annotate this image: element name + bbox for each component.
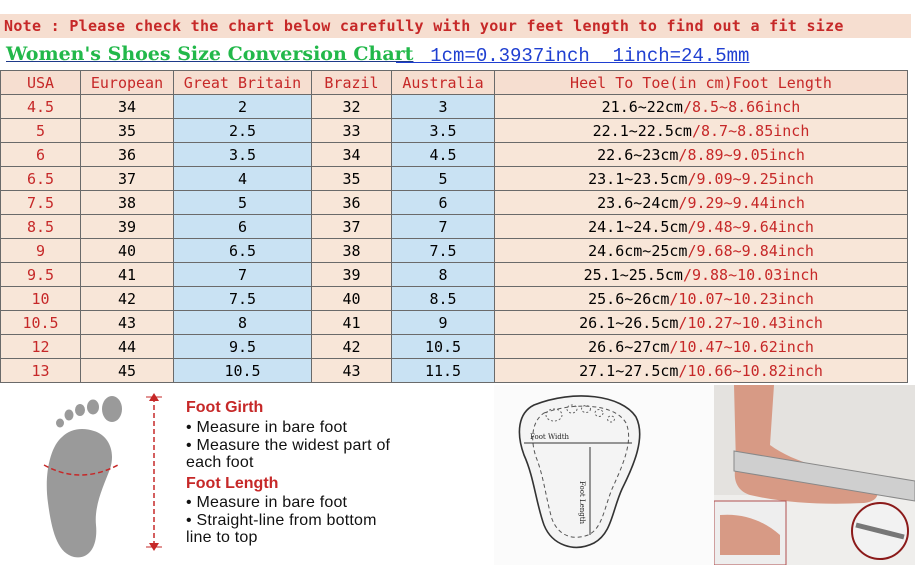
cell-usa: 10 — [1, 287, 81, 311]
foot-length-separator: / — [669, 289, 679, 308]
foot-length-cm: 22.1~22.5cm — [592, 121, 692, 140]
cell-european: 43 — [81, 311, 174, 335]
cell-australia: 7 — [392, 215, 495, 239]
girth-title: Foot Girth — [186, 399, 264, 416]
foot-length-separator: / — [687, 241, 697, 260]
cell-foot-length — [495, 95, 908, 119]
measuring-photo — [714, 385, 915, 565]
cell-usa: 12 — [1, 335, 81, 359]
fit-note: Note : Please check the chart below carefully with your feet length to find out a fit size — [0, 14, 911, 38]
foot-length-cm: 23.6~24cm — [597, 193, 679, 212]
cell-usa: 10.5 — [1, 311, 81, 335]
cell-usa: 9.5 — [1, 263, 81, 287]
girth-item-3: each foot — [186, 454, 254, 471]
table-row — [1, 143, 908, 167]
table-row — [1, 119, 908, 143]
foot-length-separator: / — [678, 145, 688, 164]
cell-australia: 3.5 — [392, 119, 495, 143]
insole-icon — [494, 385, 714, 565]
foot-length-inch: 9.09~9.25inch — [696, 169, 814, 188]
cell-foot-length — [495, 191, 908, 215]
cell-foot-length — [495, 311, 908, 335]
foot-length-separator: / — [682, 97, 692, 116]
foot-length-separator: / — [678, 313, 688, 332]
table-row — [1, 263, 908, 287]
table-row — [1, 359, 908, 383]
cell-usa: 5 — [1, 119, 81, 143]
unit-conversion: 1cm=0.3937inch 1inch=24.5mm — [396, 45, 750, 67]
cell-foot-length — [495, 143, 908, 167]
cell-usa: 13 — [1, 359, 81, 383]
table-row — [1, 311, 908, 335]
cell-australia: 10.5 — [392, 335, 495, 359]
cell-australia: 8.5 — [392, 287, 495, 311]
cell-usa: 8.5 — [1, 215, 81, 239]
foot-length-separator: / — [669, 337, 679, 356]
cell-foot-length — [495, 167, 908, 191]
cell-brazil: 41 — [312, 311, 392, 335]
cell-great-britain: 10.5 — [174, 359, 312, 383]
insole-diagram — [494, 385, 714, 565]
cell-european: 37 — [81, 167, 174, 191]
foot-length-cm: 21.6~22cm — [601, 97, 683, 116]
cell-great-britain: 6.5 — [174, 239, 312, 263]
foot-length-separator: / — [687, 169, 697, 188]
cell-usa: 6 — [1, 143, 81, 167]
girth-item-2: • Measure the widest part of — [186, 437, 391, 454]
cell-european: 44 — [81, 335, 174, 359]
table-row — [1, 335, 908, 359]
cell-great-britain: 8 — [174, 311, 312, 335]
foot-length-separator: / — [691, 121, 701, 140]
cell-brazil: 35 — [312, 167, 392, 191]
girth-item-1: • Measure in bare foot — [186, 419, 348, 436]
cell-foot-length — [495, 335, 908, 359]
cell-great-britain: 2.5 — [174, 119, 312, 143]
foot-length-inch: 9.48~9.64inch — [696, 217, 814, 236]
foot-length-inch: 8.5~8.66inch — [691, 97, 801, 116]
cell-usa: 9 — [1, 239, 81, 263]
foot-length-inch: 10.66~10.82inch — [687, 361, 823, 380]
foot-length-inch: 8.89~9.05inch — [687, 145, 805, 164]
table-row — [1, 95, 908, 119]
foot-length-label: Foot Length — [578, 481, 586, 525]
foot-length-separator: / — [682, 265, 692, 284]
foot-length-cm: 25.6~26cm — [588, 289, 670, 308]
cell-brazil: 38 — [312, 239, 392, 263]
length-item-2: • Straight-line from bottom — [186, 512, 377, 529]
table-row — [1, 287, 908, 311]
cell-foot-length — [495, 287, 908, 311]
foot-length-inch: 10.27~10.43inch — [687, 313, 823, 332]
cell-european: 39 — [81, 215, 174, 239]
length-title: Foot Length — [186, 475, 279, 492]
header-european: European — [81, 71, 174, 95]
foot-length-cm: 27.1~27.5cm — [579, 361, 679, 380]
cell-brazil: 42 — [312, 335, 392, 359]
cell-great-britain: 2 — [174, 95, 312, 119]
title-row — [0, 40, 907, 68]
cell-australia: 9 — [392, 311, 495, 335]
measurement-guide — [0, 385, 494, 565]
foot-length-separator: / — [687, 217, 697, 236]
foot-length-cm: 25.1~25.5cm — [583, 265, 683, 284]
cell-brazil: 36 — [312, 191, 392, 215]
cell-european: 36 — [81, 143, 174, 167]
cell-european: 35 — [81, 119, 174, 143]
header-australia: Australia — [392, 71, 495, 95]
cell-european: 42 — [81, 287, 174, 311]
cell-great-britain: 7.5 — [174, 287, 312, 311]
cell-australia: 5 — [392, 167, 495, 191]
cell-australia: 6 — [392, 191, 495, 215]
cell-brazil: 32 — [312, 95, 392, 119]
cell-european: 40 — [81, 239, 174, 263]
table-row — [1, 215, 908, 239]
foot-length-inch: 8.7~8.85inch — [701, 121, 810, 140]
foot-width-label: Foot Width — [530, 433, 570, 441]
cell-brazil: 37 — [312, 215, 392, 239]
foot-length-inch: 9.88~10.03inch — [691, 265, 819, 284]
header-great-britain: Great Britain — [174, 71, 312, 95]
foot-length-separator: / — [678, 193, 688, 212]
foot-diagram — [0, 385, 180, 565]
foot-length-cm: 23.1~23.5cm — [588, 169, 688, 188]
cell-brazil: 34 — [312, 143, 392, 167]
table-row — [1, 167, 908, 191]
foot-length-inch: 10.07~10.23inch — [678, 289, 814, 308]
header-usa: USA — [1, 71, 81, 95]
table-row — [1, 191, 908, 215]
cell-great-britain: 4 — [174, 167, 312, 191]
size-table — [0, 70, 908, 383]
chart-title: Women's Shoes Size Conversion Chart — [6, 43, 414, 65]
cell-brazil: 39 — [312, 263, 392, 287]
cell-great-britain: 7 — [174, 263, 312, 287]
cell-australia: 3 — [392, 95, 495, 119]
foot-icon — [47, 396, 122, 557]
foot-length-cm: 26.6~27cm — [588, 337, 670, 356]
cell-foot-length — [495, 359, 908, 383]
cell-australia: 4.5 — [392, 143, 495, 167]
foot-length-cm: 24.6cm~25cm — [588, 241, 688, 260]
foot-length-cm: 26.1~26.5cm — [579, 313, 679, 332]
cell-great-britain: 3.5 — [174, 143, 312, 167]
measuring-foot-image — [714, 385, 915, 565]
cell-usa: 4.5 — [1, 95, 81, 119]
foot-length-cm: 24.1~24.5cm — [588, 217, 688, 236]
cell-european: 38 — [81, 191, 174, 215]
cell-great-britain: 6 — [174, 215, 312, 239]
cell-foot-length — [495, 239, 908, 263]
cell-australia: 11.5 — [392, 359, 495, 383]
cell-foot-length — [495, 119, 908, 143]
cell-usa: 6.5 — [1, 167, 81, 191]
cell-great-britain: 5 — [174, 191, 312, 215]
foot-length-inch: 10.47~10.62inch — [678, 337, 814, 356]
foot-length-inch: 9.68~9.84inch — [696, 241, 814, 260]
cell-great-britain: 9.5 — [174, 335, 312, 359]
foot-length-inch: 9.29~9.44inch — [687, 193, 805, 212]
header-foot-length: Heel To Toe(in cm)Foot Length — [495, 71, 908, 95]
cell-foot-length — [495, 215, 908, 239]
cell-brazil: 40 — [312, 287, 392, 311]
foot-length-separator: / — [678, 361, 688, 380]
header-brazil: Brazil — [312, 71, 392, 95]
cell-brazil: 43 — [312, 359, 392, 383]
length-item-1: • Measure in bare foot — [186, 494, 348, 511]
table-row — [1, 239, 908, 263]
cell-european: 45 — [81, 359, 174, 383]
table-header-row — [1, 71, 908, 95]
foot-length-cm: 22.6~23cm — [597, 145, 679, 164]
cell-foot-length — [495, 263, 908, 287]
cell-european: 34 — [81, 95, 174, 119]
cell-brazil: 33 — [312, 119, 392, 143]
size-table-body — [1, 95, 908, 383]
cell-australia: 7.5 — [392, 239, 495, 263]
cell-european: 41 — [81, 263, 174, 287]
cell-usa: 7.5 — [1, 191, 81, 215]
length-item-3: line to top — [186, 529, 258, 546]
cell-australia: 8 — [392, 263, 495, 287]
